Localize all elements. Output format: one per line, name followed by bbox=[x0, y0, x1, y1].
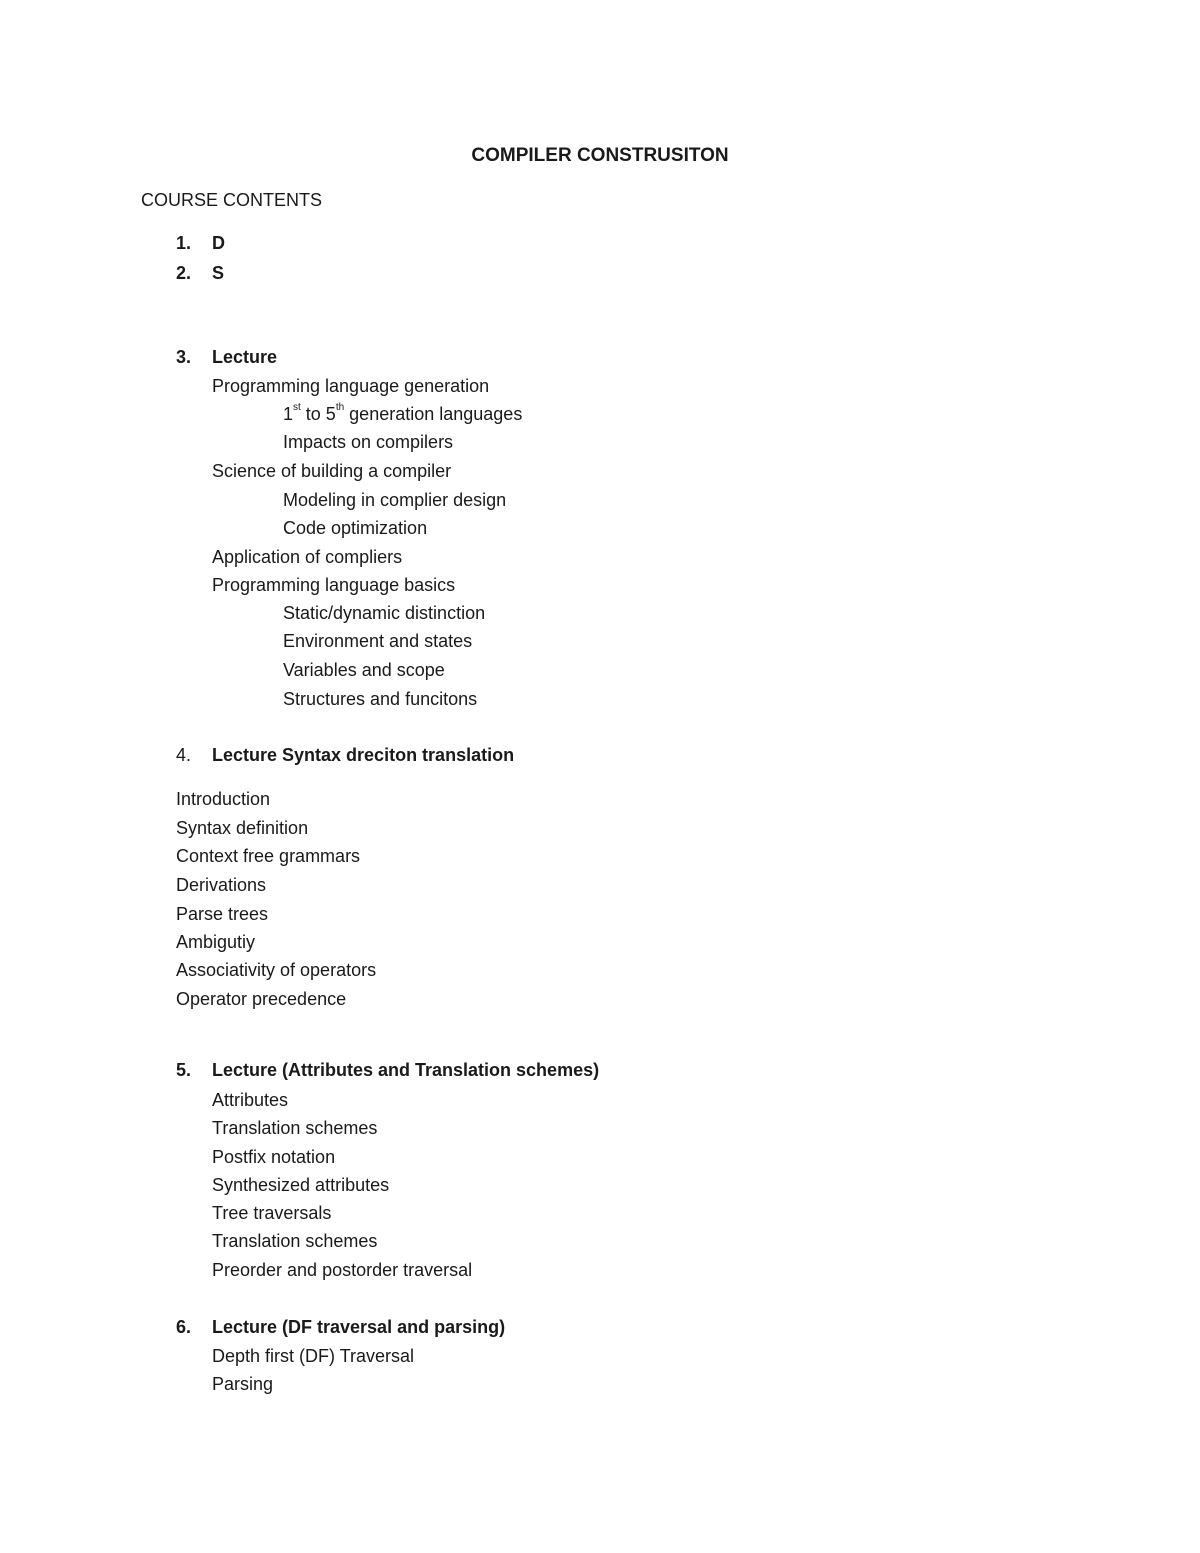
generation-end: generation languages bbox=[344, 404, 523, 424]
superscript: th bbox=[335, 402, 345, 413]
topic-line: Introduction bbox=[176, 789, 271, 809]
generation-mid: to 5 bbox=[300, 404, 336, 424]
section-heading-label: Lecture (DF traversal and parsing) bbox=[212, 1317, 506, 1337]
subtopic-line bbox=[283, 402, 523, 424]
topic-line: Parse trees bbox=[176, 904, 269, 924]
list-number: 4. bbox=[176, 745, 192, 765]
list-number: 2. bbox=[176, 263, 192, 283]
section-heading bbox=[176, 1318, 505, 1336]
subtopic-line: Variables and scope bbox=[283, 660, 445, 680]
section-heading-label: Lecture Syntax dreciton translation bbox=[212, 745, 515, 765]
list-item-label: D bbox=[212, 233, 225, 253]
topic-line: Translation schemes bbox=[212, 1231, 378, 1251]
topic-line: Tree traversals bbox=[212, 1203, 332, 1223]
subtopic-line: Structures and funcitons bbox=[283, 689, 478, 709]
topic-line: Programming language generation bbox=[212, 376, 490, 396]
section-heading-label: Lecture (Attributes and Translation schemes) bbox=[212, 1060, 600, 1080]
subtopic-line: Static/dynamic distinction bbox=[283, 603, 486, 623]
topic-line: Programming language basics bbox=[212, 575, 456, 595]
section-heading-label: Lecture bbox=[212, 347, 278, 367]
subtopic-line: Code optimization bbox=[283, 518, 428, 538]
topic-line: Parsing bbox=[212, 1374, 274, 1394]
topic-line: Science of building a compiler bbox=[212, 461, 452, 481]
course-contents-label: COURSE CONTENTS bbox=[141, 190, 323, 210]
list-number: 3. bbox=[176, 347, 192, 367]
topic-line: Preorder and postorder traversal bbox=[212, 1260, 473, 1280]
list-number: 1. bbox=[176, 233, 192, 253]
topic-line: Derivations bbox=[176, 875, 267, 895]
subtopic-line: Modeling in complier design bbox=[283, 490, 507, 510]
topic-line: Syntax definition bbox=[176, 818, 309, 838]
topic-line: Synthesized attributes bbox=[212, 1175, 390, 1195]
section-heading bbox=[176, 1061, 599, 1079]
topic-line: Attributes bbox=[212, 1090, 289, 1110]
list-number: 6. bbox=[176, 1317, 192, 1337]
topic-line: Translation schemes bbox=[212, 1118, 378, 1138]
list-item bbox=[176, 234, 225, 252]
topic-line: Depth first (DF) Traversal bbox=[212, 1346, 415, 1366]
topic-line: Application of compliers bbox=[212, 547, 403, 567]
generation-first: 1 bbox=[283, 404, 294, 424]
list-item-label: S bbox=[212, 263, 225, 283]
list-number: 5. bbox=[176, 1060, 192, 1080]
document-title: COMPILER CONSTRUSITON bbox=[471, 145, 729, 166]
list-item bbox=[176, 264, 224, 282]
subtopic-line: Impacts on compilers bbox=[283, 432, 454, 452]
topic-line: Context free grammars bbox=[176, 846, 361, 866]
superscript: st bbox=[293, 402, 301, 413]
section-heading bbox=[176, 746, 514, 764]
subtopic-line: Environment and states bbox=[283, 631, 473, 651]
section-heading bbox=[176, 348, 277, 366]
topic-line: Postfix notation bbox=[212, 1147, 336, 1167]
topic-line: Ambigutiy bbox=[176, 932, 256, 952]
topic-line: Operator precedence bbox=[176, 989, 347, 1009]
topic-line: Associativity of operators bbox=[176, 960, 377, 980]
